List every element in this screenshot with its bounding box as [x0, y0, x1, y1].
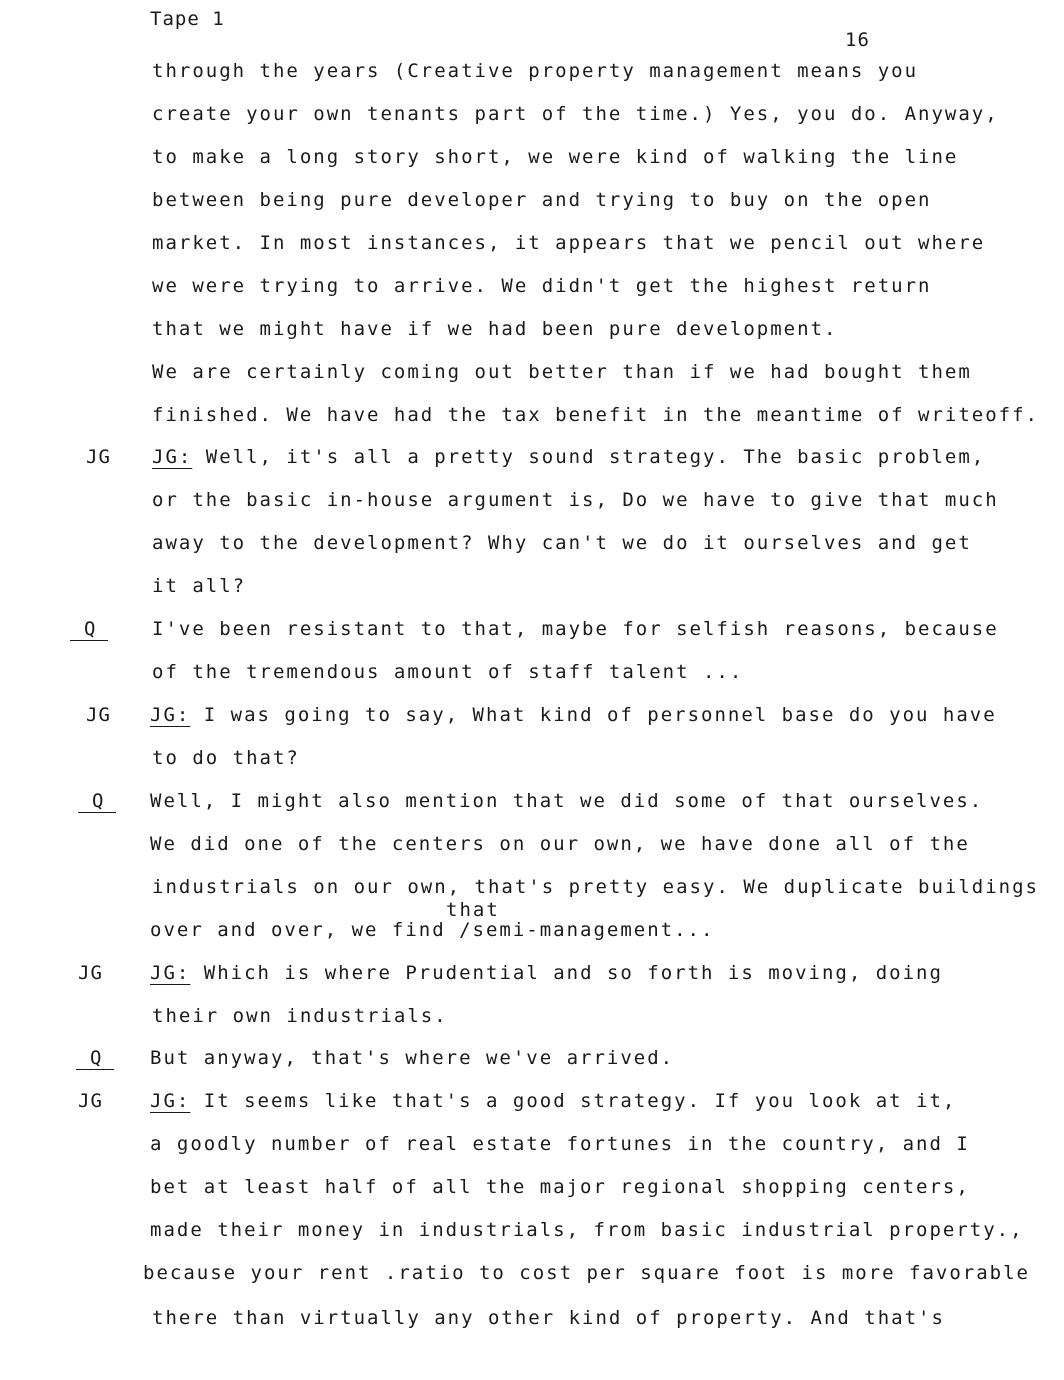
handwritten-insertion: that: [446, 899, 500, 921]
transcript-line: made their money in industrials, from basic industrial property.,: [150, 1219, 1024, 1241]
transcript-line: But anyway, that's where we've arrived.: [150, 1047, 675, 1069]
tape-label: Tape 1: [150, 8, 225, 30]
transcript-line: away to the development? Why can't we do it ourselves and get: [152, 532, 972, 554]
speaker-margin-q: Q: [76, 1047, 114, 1070]
transcript-line: [150, 1090, 956, 1112]
transcript-line: of the tremendous amount of staff talent ...: [152, 661, 744, 683]
speaker-margin-jg: JG: [86, 446, 111, 468]
transcript-line: Well, I might also mention that we did some of that ourselves.: [150, 790, 984, 812]
transcript-line: there than virtually any other kind of property. And that's: [152, 1307, 945, 1329]
transcript-line: over and over, we find /semi-management...: [150, 919, 715, 941]
transcript-line: [150, 704, 997, 726]
transcript-line: create your own tenants part of the time.) Yes, you do. Anyway,: [152, 103, 999, 125]
transcript-line: to make a long story short, we were kind of walking the line: [152, 146, 959, 168]
line-text: It seems like that's a good strategy. If you look at it,: [203, 1090, 957, 1112]
transcript-line: we were trying to arrive. We didn't get the highest return: [152, 275, 932, 297]
page-number: 16: [845, 29, 870, 51]
transcript-line: or the basic in-house argument is, Do we have to give that much: [152, 489, 999, 511]
transcript-line: because your rent .ratio to cost per square foot is more favorable: [143, 1262, 1030, 1284]
transcript-line: bet at least half of all the major regional shopping centers,: [150, 1176, 970, 1198]
speaker-margin-jg: JG: [78, 962, 103, 984]
line-text: I was going to say, What kind of personnel base do you have: [203, 704, 997, 726]
line-text: Which is where Prudential and so forth is moving, doing: [203, 962, 943, 984]
speaker-tag-jg: JG:: [150, 1090, 191, 1112]
transcript-line: their own industrials.: [152, 1005, 448, 1027]
transcript-line: a goodly number of real estate fortunes in the country, and I: [150, 1133, 970, 1155]
speaker-tag-jg: JG:: [150, 962, 191, 984]
transcript-line: between being pure developer and trying to buy on the open: [152, 189, 932, 211]
speaker-tag-jg: JG:: [152, 446, 193, 468]
transcript-line: that we might have if we had been pure development.: [152, 318, 838, 340]
transcript-line: industrials on our own, that's pretty easy. We duplicate buildings: [152, 876, 1039, 898]
transcript-line: I've been resistant to that, maybe for selfish reasons, because: [152, 618, 999, 640]
transcript-line: [150, 962, 943, 984]
transcript-line: We did one of the centers on our own, we have done all of the: [150, 833, 970, 855]
transcript-line: We are certainly coming out better than if we had bought them: [152, 361, 972, 383]
speaker-tag-jg: JG:: [150, 704, 191, 726]
transcript-line: market. In most instances, it appears that we pencil out where: [152, 232, 986, 254]
speaker-margin-jg: JG: [78, 1090, 103, 1112]
transcript-line: [152, 446, 985, 468]
transcript-line: finished. We have had the tax benefit in the meantime of writeoff.: [152, 404, 1039, 426]
transcript-line: to do that?: [152, 747, 300, 769]
speaker-margin-q: Q: [70, 618, 108, 641]
line-text: Well, it's all a pretty sound strategy. The basic problem,: [205, 446, 986, 468]
transcript-line: through the years (Creative property management means you: [152, 60, 919, 82]
speaker-margin-q: Q: [78, 790, 116, 813]
transcript-line: it all?: [152, 575, 247, 597]
speaker-margin-jg: JG: [86, 704, 111, 726]
